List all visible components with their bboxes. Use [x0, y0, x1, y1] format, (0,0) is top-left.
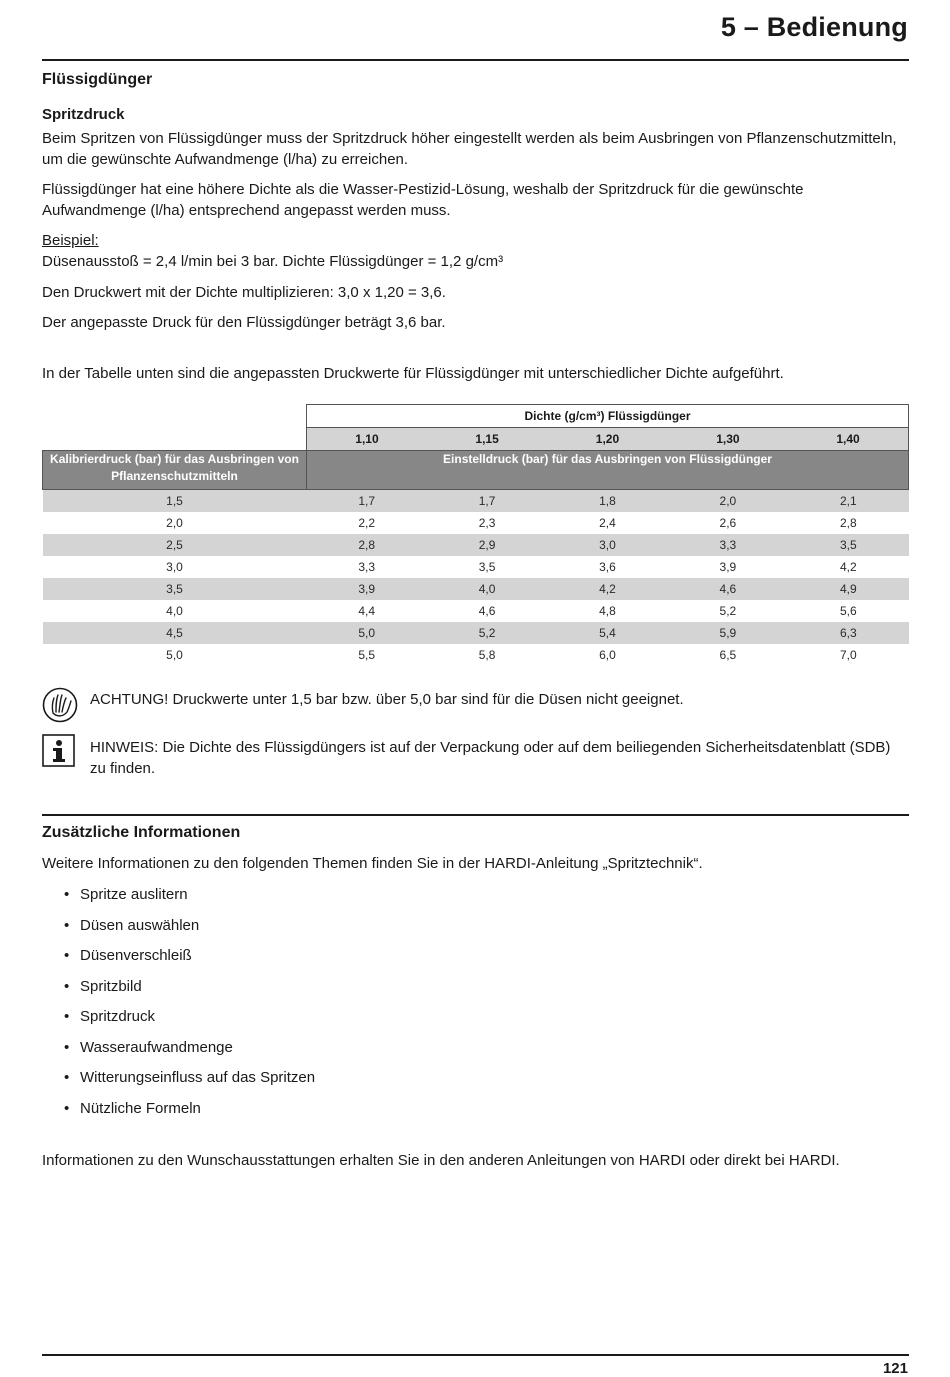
setting-pressure-cell: 3,3: [358, 560, 376, 574]
setting-pressure-cell: 5,9: [668, 622, 788, 644]
section2-intro: Weitere Informationen zu den folgenden Themen finden Sie in der HARDI-Anleitung „Spritztechnik“.: [42, 855, 703, 872]
setting-pressure-cell: 2,0: [668, 490, 788, 513]
setting-pressure-cell: 3,9: [719, 560, 737, 574]
calc-line: Den Druckwert mit der Dichte multiplizieren: 3,0 x 1,20 = 3,6.: [42, 284, 446, 301]
setting-pressure-cell: 2,4: [599, 516, 616, 530]
subheading-spritzdruck: Spritzdruck: [42, 106, 125, 123]
setting-pressure-cell: 2,3: [478, 516, 496, 530]
section-heading-fluessigduenger: Flüssigdünger: [42, 71, 153, 88]
setting-pressure-cell: 6,3: [788, 622, 908, 644]
table-row: [43, 644, 909, 666]
calibration-pressure-cell: 3,5: [43, 578, 307, 600]
setting-pressure-cell: 5,0: [307, 622, 427, 644]
page-number: 121: [882, 1360, 908, 1377]
setting-pressure-cell: 4,2: [547, 578, 667, 600]
setting-pressure-cell: 2,1: [788, 490, 908, 513]
setting-pressure-cell: 4,8: [599, 604, 616, 618]
setting-pressure-cell: 7,0: [839, 648, 857, 662]
calibration-pressure-header: Kalibrierdruck (bar) für das Ausbringen von Pflanzenschutzmitteln: [43, 451, 307, 490]
calibration-pressure-cell: 2,0: [166, 516, 183, 530]
table-row: [43, 534, 909, 556]
setting-pressure-cell: 1,7: [427, 490, 547, 513]
setting-pressure-cell: 3,5: [478, 560, 496, 574]
list-item: • Spritzbild: [42, 976, 315, 1007]
calibration-pressure-cell: 4,5: [43, 622, 307, 644]
setting-pressure-cell: 4,4: [358, 604, 376, 618]
header-rule: [42, 59, 909, 61]
setting-pressure-cell: 5,5: [358, 648, 376, 662]
section-heading-zusaetzliche-informationen: Zusätzliche Informationen: [42, 824, 241, 841]
setting-pressure-cell: 2,2: [358, 516, 376, 530]
table-row: [43, 512, 909, 534]
setting-pressure-cell: 4,2: [839, 560, 857, 574]
footer-rule: [42, 1354, 909, 1356]
calibration-pressure-cell: 1,5: [43, 490, 307, 513]
setting-pressure-cell: 3,6: [599, 560, 616, 574]
density-value: 1,10: [307, 428, 427, 451]
list-item: • Spritze auslitern: [42, 884, 315, 915]
density-value: 1,15: [427, 428, 547, 451]
setting-pressure-cell: 4,6: [668, 578, 788, 600]
info-icon: [42, 734, 76, 773]
setting-pressure-cell: 2,9: [427, 534, 547, 556]
setting-pressure-cell: 1,7: [307, 490, 427, 513]
setting-pressure-cell: 2,8: [307, 534, 427, 556]
setting-pressure-cell: 4,6: [478, 604, 496, 618]
density-header: Dichte (g/cm³) Flüssigdünger: [307, 405, 909, 428]
setting-pressure-cell: 4,9: [788, 578, 908, 600]
density-value: 1,40: [788, 428, 908, 451]
table-intro: In der Tabelle unten sind die angepassten Druckwerte für Flüssigdünger mit unterschiedlicher Dichte aufgeführt.: [42, 365, 784, 382]
setting-pressure-cell: 6,5: [719, 648, 737, 662]
hand-warning-icon: [42, 686, 78, 729]
setting-pressure-cell: 5,8: [478, 648, 496, 662]
paragraph-1: Beim Spritzen von Flüssigdünger muss der Spritzdruck höher eingestellt werden als beim Ausbringen von Pflanzenschutzmitteln, um die gewünschte Aufwandmenge (l/ha) zu erreichen.: [42, 130, 897, 168]
calibration-pressure-cell: 5,0: [166, 648, 183, 662]
list-item: • Nützliche Formeln: [42, 1098, 315, 1129]
density-value: 1,30: [668, 428, 788, 451]
calibration-pressure-cell: 3,0: [166, 560, 183, 574]
setting-pressure-cell: 3,9: [307, 578, 427, 600]
setting-pressure-cell: 2,6: [719, 516, 737, 530]
setting-pressure-cell: 5,6: [839, 604, 857, 618]
setting-pressure-cell: 6,0: [599, 648, 616, 662]
list-item: • Spritzdruck: [42, 1006, 315, 1037]
calibration-pressure-cell: 4,0: [166, 604, 183, 618]
list-item: • Düsen auswählen: [42, 915, 315, 946]
list-item: • Wasseraufwandmenge: [42, 1037, 315, 1068]
warning-text: ACHTUNG! Druckwerte unter 1,5 bar bzw. über 5,0 bar sind für die Düsen nicht geeignet.: [90, 691, 684, 708]
table-row: [43, 490, 909, 513]
list-item: • Düsenverschleiß: [42, 945, 315, 976]
setting-pressure-header: Einstelldruck (bar) für das Ausbringen von Flüssigdünger: [307, 451, 909, 490]
table-row: [43, 578, 909, 600]
result-line: Der angepasste Druck für den Flüssigdünger beträgt 3,6 bar.: [42, 314, 446, 331]
hint-text: HINWEIS: Die Dichte des Flüssigdüngers ist auf der Verpackung oder auf dem beiliegenden Sicherheitsdatenblatt (SDB) zu finden.: [90, 739, 891, 777]
table-row: [43, 622, 909, 644]
setting-pressure-cell: 2,8: [839, 516, 857, 530]
table-row: [43, 556, 909, 578]
setting-pressure-cell: 3,5: [788, 534, 908, 556]
section-title: 5 – Bedienung: [720, 12, 908, 42]
closing-paragraph: Informationen zu den Wunschausstattungen erhalten Sie in den anderen Anleitungen von HARDI oder direkt bei HARDI.: [42, 1152, 840, 1169]
setting-pressure-cell: 5,2: [427, 622, 547, 644]
paragraph-2: Flüssigdünger hat eine höhere Dichte als die Wasser-Pestizid-Lösung, weshalb der Spritzdruck für die gewünschte Aufwandmenge (l/ha) entsprechend angepasst werden muss.: [42, 181, 804, 219]
setting-pressure-cell: 3,3: [668, 534, 788, 556]
topics-list: [42, 884, 315, 1128]
calibration-pressure-cell: 2,5: [43, 534, 307, 556]
setting-pressure-cell: 5,4: [547, 622, 667, 644]
section-divider: [42, 814, 909, 816]
setting-pressure-cell: 1,8: [547, 490, 667, 513]
setting-pressure-cell: 5,2: [719, 604, 737, 618]
setting-pressure-cell: 3,0: [547, 534, 667, 556]
list-item: • Witterungseinfluss auf das Spritzen: [42, 1067, 315, 1098]
density-pressure-table: [42, 404, 909, 666]
example-label: Beispiel:: [42, 232, 99, 249]
density-value: 1,20: [547, 428, 667, 451]
setting-pressure-cell: 4,0: [427, 578, 547, 600]
table-row: [43, 600, 909, 622]
example-line: Düsenausstoß = 2,4 l/min bei 3 bar. Dichte Flüssigdünger = 1,2 g/cm³: [42, 253, 504, 270]
